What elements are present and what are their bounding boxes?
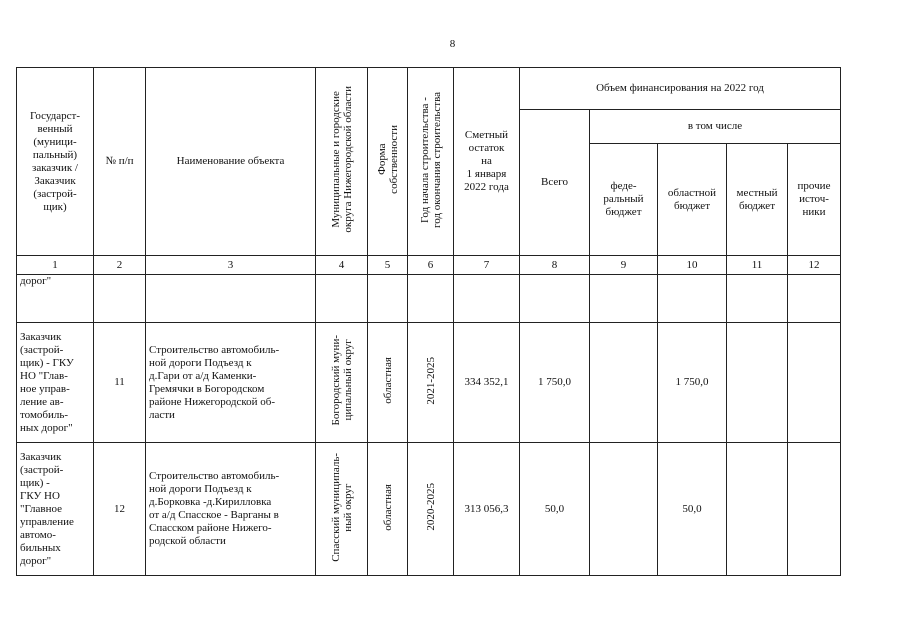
table-row: [17, 323, 841, 443]
header-including: в том числе: [590, 110, 841, 144]
column-number: 12: [788, 256, 841, 275]
table-row: [17, 443, 841, 576]
row-estimate: 313 056,3: [454, 443, 520, 576]
header-other: прочие источ- ники: [788, 144, 841, 256]
row-federal: [590, 443, 658, 576]
row-ownership: [368, 443, 408, 576]
header-years-text: Год начала строительства - год окончания строительства: [418, 91, 443, 228]
header-ownership-text: Форма собственности: [375, 125, 400, 194]
row-number: 11: [94, 323, 146, 443]
row-federal: [590, 323, 658, 443]
header-total: Всего: [520, 110, 590, 256]
row-municipality-text: Богородский муни- ципальный округ: [329, 335, 354, 426]
header-number: № п/п: [94, 68, 146, 256]
header-local: местный бюджет: [727, 144, 788, 256]
header-object-name: Наименование объекта: [146, 68, 316, 256]
column-number: 7: [454, 256, 520, 275]
header-municipality-text: Муниципальные и городские округа Нижегородской области: [329, 86, 354, 233]
column-number: 4: [316, 256, 368, 275]
row-years-text: 2021-2025: [424, 356, 437, 405]
column-number: 3: [146, 256, 316, 275]
header-municipality: [316, 68, 368, 256]
header-estimate: Сметный остаток на 1 января 2022 года: [454, 68, 520, 256]
row-regional: 50,0: [658, 443, 727, 576]
header-financing: Объем финансирования на 2022 год: [520, 68, 841, 110]
header-customer: Государст- венный (муници- пальный) заказчик / Заказчик (застрой- щик): [17, 68, 94, 256]
row-ownership: [368, 323, 408, 443]
row-number: 12: [94, 443, 146, 576]
row-object-name: Строительство автомобиль- ной дороги Подъезд к д.Гари от а/д Каменки- Гремячки в Богородском районе Нижегородской об- ласти: [146, 323, 316, 443]
column-number: 2: [94, 256, 146, 275]
row-municipality-text: Спасский муниципаль- ный округ: [329, 452, 354, 562]
row-years: [408, 323, 454, 443]
row-ownership-text: областная: [381, 357, 394, 404]
column-number: 5: [368, 256, 408, 275]
row-years: [408, 443, 454, 576]
header-years: [408, 68, 454, 256]
continuation-row: [17, 275, 841, 323]
header-regional: областной бюджет: [658, 144, 727, 256]
header-federal: феде- ральный бюджет: [590, 144, 658, 256]
row-years-text: 2020-2025: [424, 483, 437, 531]
row-other: [788, 443, 841, 576]
column-number: 1: [17, 256, 94, 275]
row-total: 50,0: [520, 443, 590, 576]
row-ownership-text: областная: [381, 483, 394, 531]
page-number: 8: [449, 38, 456, 50]
row-regional: 1 750,0: [658, 323, 727, 443]
column-number: 11: [727, 256, 788, 275]
row-other: [788, 323, 841, 443]
financing-table: [16, 67, 841, 576]
column-number: 9: [590, 256, 658, 275]
continuation-text: дорог": [17, 275, 94, 323]
column-numbers-row: [17, 256, 841, 275]
row-customer: Заказчик (застрой- щик) - ГКУ НО "Главное управление автомо- бильных дорог": [17, 443, 94, 576]
header-ownership: [368, 68, 408, 256]
row-customer: Заказчик (застрой- щик) - ГКУ НО "Глав- ное управ- ление ав- томобиль- ных дорог": [17, 323, 94, 443]
column-number: 6: [408, 256, 454, 275]
row-total: 1 750,0: [520, 323, 590, 443]
row-municipality: [316, 323, 368, 443]
row-estimate: 334 352,1: [454, 323, 520, 443]
row-municipality: [316, 443, 368, 576]
row-object-name: Строительство автомобиль- ной дороги Подъезд к д.Борковка -д.Кирилловка от а/д Спасское - Варганы в Спасском районе Нижего- родской области: [146, 443, 316, 576]
row-local: [727, 323, 788, 443]
row-local: [727, 443, 788, 576]
column-number: 8: [520, 256, 590, 275]
column-number: 10: [658, 256, 727, 275]
